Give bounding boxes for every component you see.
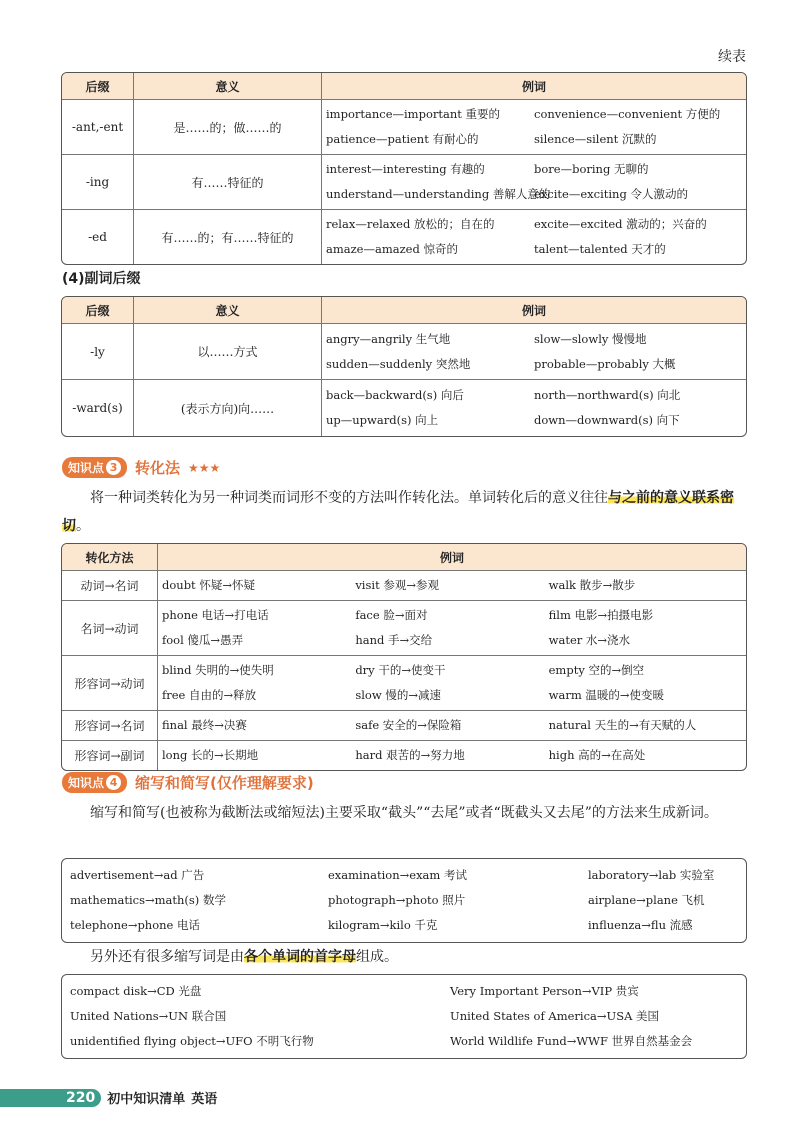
table-row xyxy=(62,324,746,380)
example: face 脸→面对 xyxy=(355,608,428,622)
example: amaze—amazed 惊奇的 xyxy=(326,242,458,256)
method-cell: 名词→动词 xyxy=(62,601,158,656)
example: interest—interesting 有趣的 xyxy=(326,162,485,176)
example: hard 艰苦的→努力地 xyxy=(355,748,465,762)
example: film 电影→拍摄电影 xyxy=(548,608,654,622)
abbreviation-example: examination→exam 考试 xyxy=(328,868,467,882)
example: slow—slowly 慢慢地 xyxy=(534,331,647,346)
table-row xyxy=(62,155,746,210)
examples-cell xyxy=(158,601,746,656)
suffix-cell: -ing xyxy=(62,155,134,210)
example: fool 傻瓜→愚弄 xyxy=(162,633,244,647)
knowledge-point-badge xyxy=(62,772,127,793)
example: excite—exciting 令人激动的 xyxy=(534,187,688,201)
example: sudden—suddenly 突然地 xyxy=(326,356,471,371)
header-method: 转化方法 xyxy=(62,544,158,571)
acronym-example: compact disk→CD 光盘 xyxy=(70,984,202,998)
example: dry 干的→使变干 xyxy=(355,663,446,677)
acronym-examples-box xyxy=(61,974,747,1059)
section-title: 转化法 xyxy=(135,459,181,477)
acronym-description xyxy=(62,943,748,971)
example: safe 安全的→保险箱 xyxy=(355,718,462,732)
header-examples: 例词 xyxy=(322,297,746,324)
method-cell: 形容词→副词 xyxy=(62,741,158,770)
example: down—downward(s) 向下 xyxy=(534,413,680,427)
knowledge-point-badge xyxy=(62,457,127,478)
meaning-cell: 有……特征的 xyxy=(134,155,322,210)
table-row xyxy=(62,100,746,155)
section-title: 缩写和简写(仅作理解要求) xyxy=(135,774,314,792)
method-cell: 形容词→动词 xyxy=(62,656,158,711)
example: excite—excited 激动的；兴奋的 xyxy=(534,217,707,231)
abbreviation-example: advertisement→ad 广告 xyxy=(70,868,205,882)
meaning-cell: 有……的；有……特征的 xyxy=(134,210,322,264)
table-row xyxy=(62,656,746,711)
subject-label: 英语 xyxy=(191,1092,218,1107)
example: angry—angrily 生气地 xyxy=(326,331,451,346)
example: walk 散步→散步 xyxy=(548,578,636,592)
book-title: 初中知识清单 xyxy=(107,1092,186,1107)
abbreviation-example: mathematics→math(s) 数学 xyxy=(70,893,226,907)
continued-label: 续表 xyxy=(718,49,746,65)
examples-cell xyxy=(322,380,746,436)
example: free 自由的→释放 xyxy=(162,688,257,702)
table-row xyxy=(62,571,746,601)
examples-cell xyxy=(322,100,746,155)
abbreviation-examples-box xyxy=(61,858,747,943)
acronym-example: unidentified flying object→UFO 不明飞行物 xyxy=(70,1034,314,1048)
knowledge-point-4-heading xyxy=(62,772,314,793)
example: back—backward(s) 向后 xyxy=(326,388,464,402)
table-row xyxy=(62,380,746,436)
examples-cell xyxy=(158,741,746,770)
badge-label: 知识点 xyxy=(68,776,105,790)
example: patience—patient 有耐心的 xyxy=(326,132,479,146)
page-number: 220 xyxy=(0,1089,101,1107)
example: visit 参观→参观 xyxy=(355,578,439,592)
abbreviation-example: telephone→phone 电话 xyxy=(70,918,201,932)
header-suffix: 后缀 xyxy=(62,297,134,324)
text: 另外还有很多缩写词是由 xyxy=(90,949,244,965)
header-examples: 例词 xyxy=(322,73,746,100)
example: silence—silent 沉默的 xyxy=(534,132,657,146)
suffix-cell: -ed xyxy=(62,210,134,264)
example: phone 电话→打电话 xyxy=(162,608,269,622)
method-cell: 动词→名词 xyxy=(62,571,158,601)
acronym-example: World Wildlife Fund→WWF 世界自然基金会 xyxy=(450,1034,693,1048)
abbreviation-description: 缩写和简写(也被称为截断法或缩短法)主要采取“截头”“去尾”或者“既截头又去尾”的方法来生成新词。 xyxy=(90,805,718,821)
header-meaning: 意义 xyxy=(134,297,322,324)
abbreviation-example: photograph→photo 照片 xyxy=(328,893,466,907)
text: 。 xyxy=(76,518,90,534)
acronym-example: United Nations→UN 联合国 xyxy=(70,1009,227,1023)
badge-number: 3 xyxy=(106,460,121,475)
example: final 最终→决赛 xyxy=(162,718,247,732)
example: bore—boring 无聊的 xyxy=(534,162,649,176)
example: slow 慢的→减速 xyxy=(355,688,441,702)
example: understand—understanding 善解人意的 xyxy=(326,187,551,201)
table-row xyxy=(62,210,746,264)
conversion-table xyxy=(61,543,747,771)
example: up—upward(s) 向上 xyxy=(326,413,439,427)
examples-cell xyxy=(158,711,746,741)
meaning-cell: 是……的；做……的 xyxy=(134,100,322,155)
highlighted-text: 与之前的意义联系密切 xyxy=(62,490,734,534)
abbreviation-example: kilogram→kilo 千克 xyxy=(328,918,438,932)
examples-cell xyxy=(322,155,746,210)
examples-cell xyxy=(158,571,746,601)
table-row xyxy=(62,601,746,656)
table-header-row xyxy=(62,297,746,324)
method-cell: 形容词→名词 xyxy=(62,711,158,741)
example: water 水→浇水 xyxy=(548,633,631,647)
abbreviation-example: airplane→plane 飞机 xyxy=(588,893,705,907)
meaning-cell: 以……方式 xyxy=(134,324,322,380)
importance-stars: ★★★ xyxy=(188,460,221,475)
adverb-suffix-table xyxy=(61,296,747,437)
header-meaning: 意义 xyxy=(134,73,322,100)
acronym-example: Very Important Person→VIP 贵宾 xyxy=(450,984,639,998)
example: probable—probably 大概 xyxy=(534,356,676,371)
highlighted-text: 各个单词的首字母 xyxy=(244,949,356,965)
example: blind 失明的→使失明 xyxy=(162,663,274,677)
abbreviation-example: laboratory→lab 实验室 xyxy=(588,868,715,882)
example: talent—talented 天才的 xyxy=(534,242,666,256)
page-footer xyxy=(0,1088,217,1107)
example: long 长的→长期地 xyxy=(162,748,259,762)
table-row xyxy=(62,711,746,741)
badge-label: 知识点 xyxy=(68,461,105,475)
example: warm 温暖的→使变暖 xyxy=(548,688,665,702)
header-examples: 例词 xyxy=(158,544,746,571)
conversion-description xyxy=(62,484,748,540)
example: empty 空的→倒空 xyxy=(548,663,645,677)
abbreviation-example: influenza→flu 流感 xyxy=(588,918,693,932)
adverb-suffix-heading: (4)副词后缀 xyxy=(62,271,141,287)
example: doubt 怀疑→怀疑 xyxy=(162,578,255,592)
table-row xyxy=(62,741,746,770)
suffix-cell: -ant,-ent xyxy=(62,100,134,155)
examples-cell xyxy=(322,324,746,380)
text: 将一种词类转化为另一种词类而词形不变的方法叫作转化法。单词转化后的意义往往 xyxy=(90,490,608,506)
header-suffix: 后缀 xyxy=(62,73,134,100)
suffix-cell: -ly xyxy=(62,324,134,380)
meaning-cell: (表示方向)向…… xyxy=(134,380,322,436)
acronym-example: United States of America→USA 美国 xyxy=(450,1009,660,1023)
text: 组成。 xyxy=(356,949,398,965)
examples-cell xyxy=(322,210,746,264)
example: north—northward(s) 向北 xyxy=(534,388,681,402)
example: relax—relaxed 放松的；自在的 xyxy=(326,217,495,231)
table-header-row xyxy=(62,544,746,571)
table-header-row xyxy=(62,73,746,100)
example: high 高的→在高处 xyxy=(548,748,646,762)
badge-number: 4 xyxy=(106,775,121,790)
example: hand 手→交给 xyxy=(355,633,433,647)
adjective-suffix-table xyxy=(61,72,747,265)
suffix-cell: -ward(s) xyxy=(62,380,134,436)
knowledge-point-3-heading xyxy=(62,457,220,478)
example: importance—important 重要的 xyxy=(326,107,501,121)
example: convenience—convenient 方便的 xyxy=(534,107,721,121)
examples-cell xyxy=(158,656,746,711)
example: natural 天生的→有天赋的人 xyxy=(548,718,697,732)
